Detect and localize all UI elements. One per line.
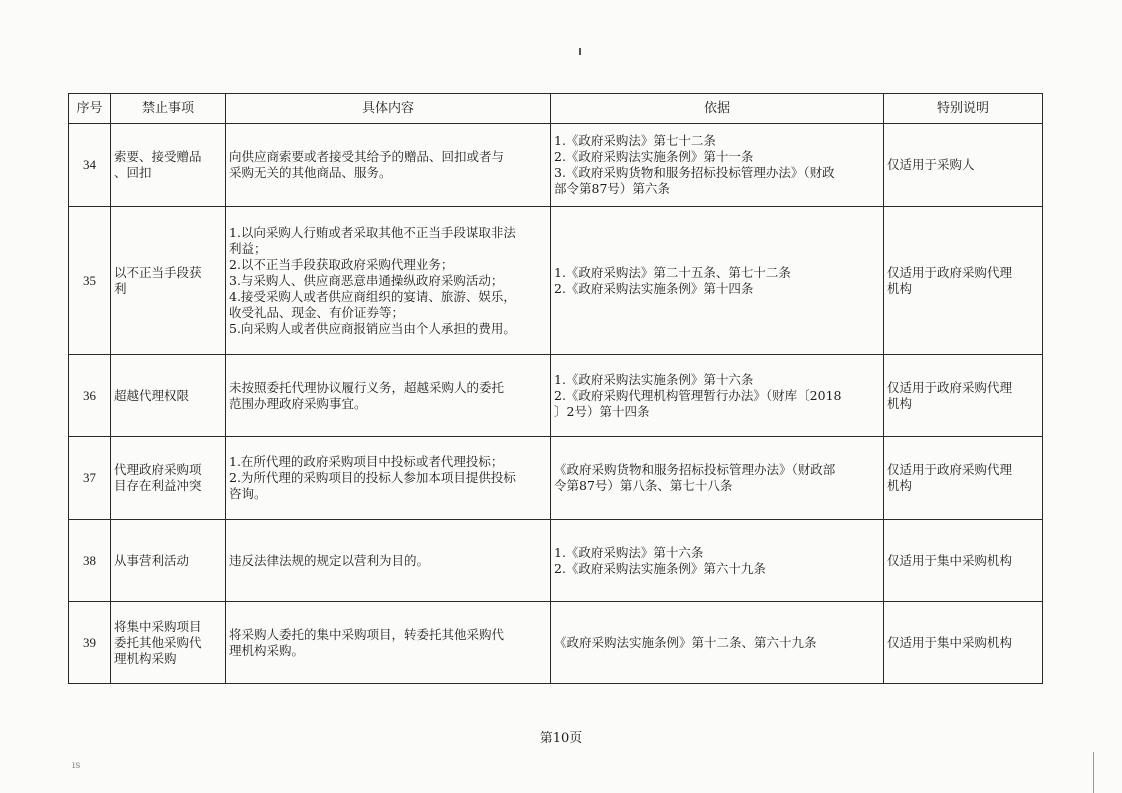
cell-content-line: 利益；: [229, 240, 267, 256]
cell-item-line: 将集中采购项目: [114, 618, 202, 634]
cell-content-line: 违反法律法规的规定以营利为目的。: [229, 552, 430, 568]
cell-item: [111, 124, 226, 207]
cell-item-line: 索要、接受赠品: [114, 149, 202, 164]
cell-note: [884, 124, 1043, 207]
cell-note-line: 仅适用于集中采购机构: [887, 552, 1013, 568]
table-row: [69, 602, 1043, 684]
cell-note: [884, 207, 1043, 355]
cell-basis-line: 《政府采购法实施条例》第十二条、第六十九条: [554, 634, 817, 650]
cell-basis-line: 部令第87号）第六条: [554, 181, 670, 196]
cell-item-line: 代理政府采购项: [114, 462, 202, 477]
cell-no: 36: [69, 355, 111, 437]
cell-no: 37: [69, 437, 111, 520]
cell-content-line: 向供应商索要或者接受其给予的赠品、回扣或者与: [229, 149, 505, 164]
cell-content-line: 未按照委托代理协议履行义务，超越采购人的委托: [229, 379, 505, 395]
cell-note-line: 仅适用于集中采购机构: [887, 634, 1013, 650]
cell-content-line: 范围办理政府采购事宜。: [229, 395, 367, 411]
cell-basis-line: 1.《政府采购法》第二十五条、第七十二条: [554, 264, 791, 280]
cell-item: [111, 355, 226, 437]
cell-item-line: 从事营利活动: [114, 552, 190, 568]
cell-content-line: 3.与采购人、供应商恶意串通操纵政府采购活动；: [229, 272, 504, 288]
cell-basis-line: 1.《政府采购法》第七十二条: [554, 133, 716, 148]
cell-item: [111, 602, 226, 684]
cell-item-line: 以不正当手段获: [114, 264, 202, 280]
cell-content: [226, 602, 551, 684]
cell-note-line: 仅适用于政府采购代理: [887, 379, 1013, 395]
cell-item-line: 理机构采购: [114, 650, 177, 666]
cell-note: [884, 355, 1043, 437]
cell-basis-line: 2.《政府采购法实施条例》第十四条: [554, 280, 754, 296]
cell-content-line: 1.以向采购人行贿或者采取其他不正当手段谋取非法: [229, 224, 516, 240]
cell-content-line: 1.在所代理的政府采购项目中投标或者代理投标；: [229, 454, 504, 469]
cell-basis: [551, 124, 884, 207]
cell-note-line: 仅适用于政府采购代理: [887, 264, 1013, 280]
header-basis: 依据: [551, 94, 884, 124]
cell-content: [226, 207, 551, 355]
cell-basis-line: 2.《政府采购代理机构管理暂行办法》（财库〔2018: [554, 387, 842, 403]
scan-mark: [579, 48, 581, 55]
cell-note: [884, 437, 1043, 520]
cell-item-line: 、回扣: [114, 165, 152, 180]
cell-content-line: 收受礼品、现金、有价证券等；: [229, 304, 405, 320]
cell-content-line: 将采购人委托的集中采购项目，转委托其他采购代: [229, 626, 505, 642]
cell-basis: [551, 520, 884, 602]
cell-basis-line: 2.《政府采购法实施条例》第六十九条: [554, 560, 766, 576]
cell-note-line: 仅适用于采购人: [887, 157, 975, 172]
cell-content-line: 5.向采购人或者供应商报销应当由个人承担的费用。: [229, 320, 516, 336]
cell-content-line: 咨询。: [229, 486, 267, 501]
header-item: 禁止事项: [111, 94, 226, 124]
header-note: 特别说明: [884, 94, 1043, 124]
table-row: [69, 207, 1043, 355]
cell-item-line: 超越代理权限: [114, 387, 190, 403]
cell-basis-line: 《政府采购货物和服务招标投标管理办法》（财政部: [554, 462, 836, 477]
cell-item: [111, 437, 226, 520]
cell-content: [226, 124, 551, 207]
cell-note-line: 机构: [887, 280, 913, 296]
cell-content: [226, 520, 551, 602]
cell-note-line: 机构: [887, 395, 913, 411]
cell-note: [884, 602, 1043, 684]
cell-item: [111, 207, 226, 355]
cell-content-line: 采购无关的其他商品、服务。: [229, 165, 392, 180]
table-row: [69, 437, 1043, 520]
cell-content-line: 2.以不正当手段获取政府采购代理业务；: [229, 256, 454, 272]
cell-item-line: 委托其他采购代: [114, 634, 202, 650]
prohibited-items-table: [68, 93, 1043, 684]
cell-basis: [551, 355, 884, 437]
cell-item: [111, 520, 226, 602]
cell-note-line: 机构: [887, 478, 913, 493]
table-row: [69, 355, 1043, 437]
scan-speck: ıs: [72, 760, 81, 771]
cell-basis: [551, 602, 884, 684]
header-content: 具体内容: [226, 94, 551, 124]
cell-content: [226, 437, 551, 520]
table-row: [69, 124, 1043, 207]
table-header-row: [69, 94, 1043, 124]
cell-content-line: 4.接受采购人或者供应商组织的宴请、旅游、娱乐，: [229, 288, 516, 304]
cell-no: 39: [69, 602, 111, 684]
cell-basis: [551, 437, 884, 520]
cell-content-line: 2.为所代理的采购项目的投标人参加本项目提供投标: [229, 470, 516, 485]
cell-content-line: 理机构采购。: [229, 642, 305, 658]
cell-note-line: 仅适用于政府采购代理: [887, 462, 1013, 477]
cell-no: 34: [69, 124, 111, 207]
cell-content: [226, 355, 551, 437]
header-no: 序号: [69, 94, 111, 124]
scan-edge-line: [1093, 752, 1094, 793]
cell-basis-line: 1.《政府采购法》第十六条: [554, 544, 704, 560]
cell-note: [884, 520, 1043, 602]
cell-no: 38: [69, 520, 111, 602]
cell-basis: [551, 207, 884, 355]
cell-no: 35: [69, 207, 111, 355]
cell-basis-line: 1.《政府采购法实施条例》第十六条: [554, 371, 754, 387]
cell-basis-line: 〕2号）第十四条: [554, 403, 650, 419]
table-row: [69, 520, 1043, 602]
page-number: 第10页: [539, 731, 583, 746]
cell-basis-line: 令第87号）第八条、第七十八条: [554, 478, 733, 493]
cell-basis-line: 3.《政府采购货物和服务招标投标管理办法》（财政: [554, 165, 835, 180]
cell-item-line: 目存在利益冲突: [114, 478, 202, 493]
cell-basis-line: 2.《政府采购法实施条例》第十一条: [554, 149, 754, 164]
cell-item-line: 利: [114, 280, 127, 296]
